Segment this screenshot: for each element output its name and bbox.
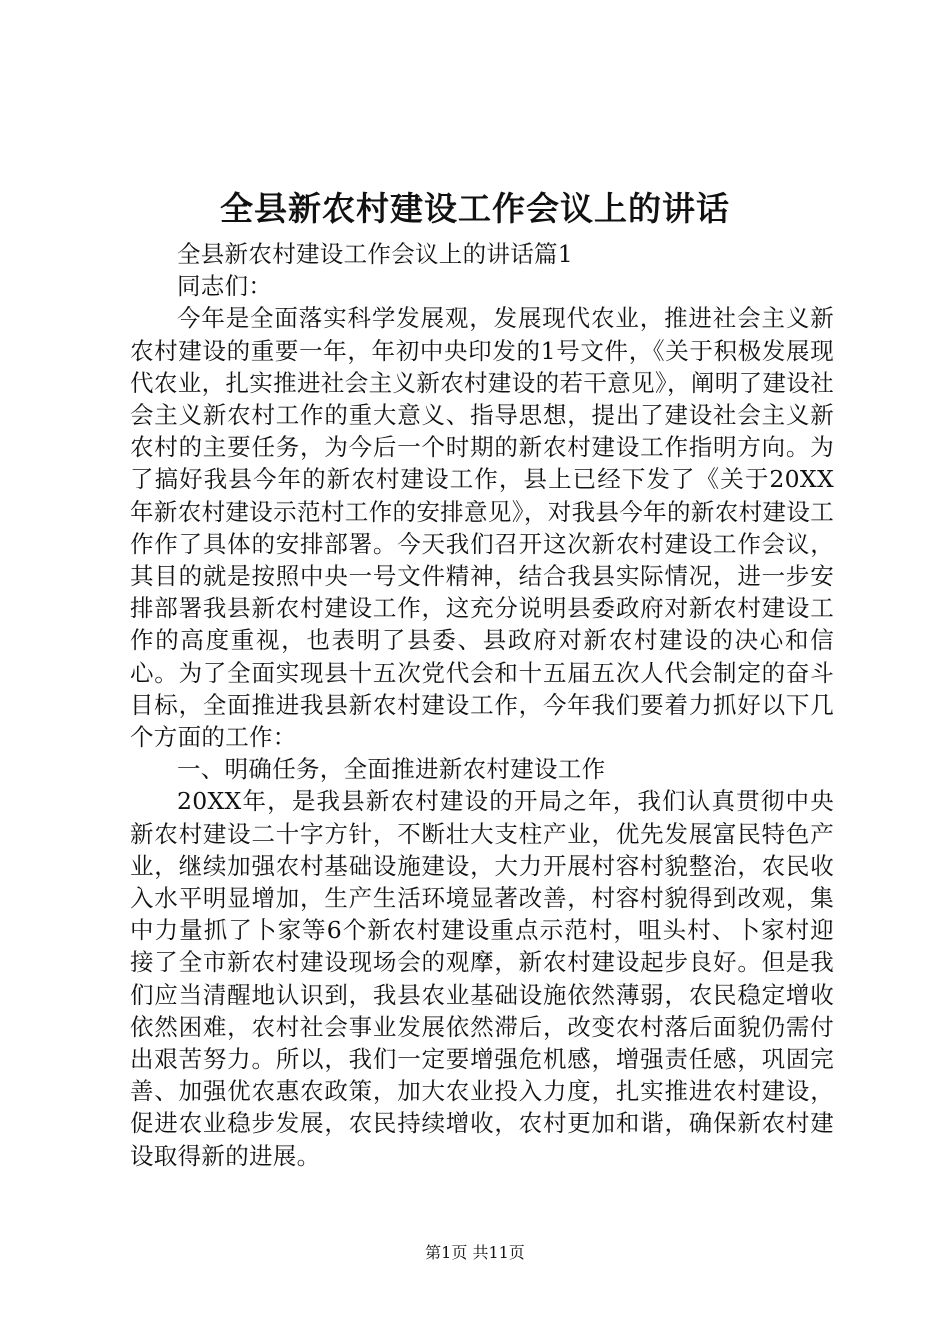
paragraph-salutation: 同志们：: [177, 272, 273, 301]
paragraph-section-heading: 一、明确任务，全面推进新农村建设工作: [177, 755, 606, 784]
paragraph-heading: 全县新农村建设工作会议上的讲话篇1: [177, 240, 574, 268]
document-body: [130, 238, 834, 1172]
document-title: 全县新农村建设工作会议上的讲话: [220, 189, 730, 228]
paragraph-intro: 今年是全面落实科学发展观，发展现代农业，推进社会主义新农村建设的重要一年，年初中央印发的1号文件，《关于积极发展现代农业，扎实推进社会主义新农村建设的若干意见》，阐明了建设社会主义新农村工作的重大意义、指导思想，提出了建设社会主义新农村的主要任务，为今后一个时期的新农村建设工作指明方向。为了搞好我县今年的新农村建设工作，县上已经下发了《关于20XX年新农村建设示范村工作的安排意见》，对我县今年的新农村建设工作作了具体的安排部署。今天我们召开这次新农村建设工作会议，其目的就是按照中央一号文件精神，结合我县实际情况，进一步安排部署我县新农村建设工作，这充分说明县委政府对新农村建设工作的高度重视，也表明了县委、县政府对新农村建设的决心和信心。为了全面实现县十五次党代会和十五届五次人代会制定的奋斗目标，全面推进我县新农村建设工作，今年我们要着力抓好以下几个方面的工作：: [130, 304, 834, 752]
page-footer: 第1页 共11页: [425, 1243, 525, 1262]
paragraph-section-body: 20XX年，是我县新农村建设的开局之年，我们认真贯彻中央新农村建设二十字方针，不断壮大支柱产业，优先发展富民特色产业，继续加强农村基础设施建设，大力开展村容村貌整治，农民收入水平明显增加，生产生活环境显著改善，村容村貌得到改观，集中力量抓了卜家等6个新农村建设重点示范村，咀头村、卜家村迎接了全市新农村建设现场会的观摩，新农村建设起步良好。但是我们应当清醒地认识到，我县农业基础设施依然薄弱，农民稳定增收依然困难，农村社会事业发展依然滞后，改变农村落后面貌仍需付出艰苦努力。所以，我们一定要增强危机感，增强责任感，巩固完善、加强优农惠农政策，加大农业投入力度，扎实推进农村建设，促进农业稳步发展，农民持续增收，农村更加和谐，确保新农村建设取得新的进展。: [130, 787, 834, 1170]
